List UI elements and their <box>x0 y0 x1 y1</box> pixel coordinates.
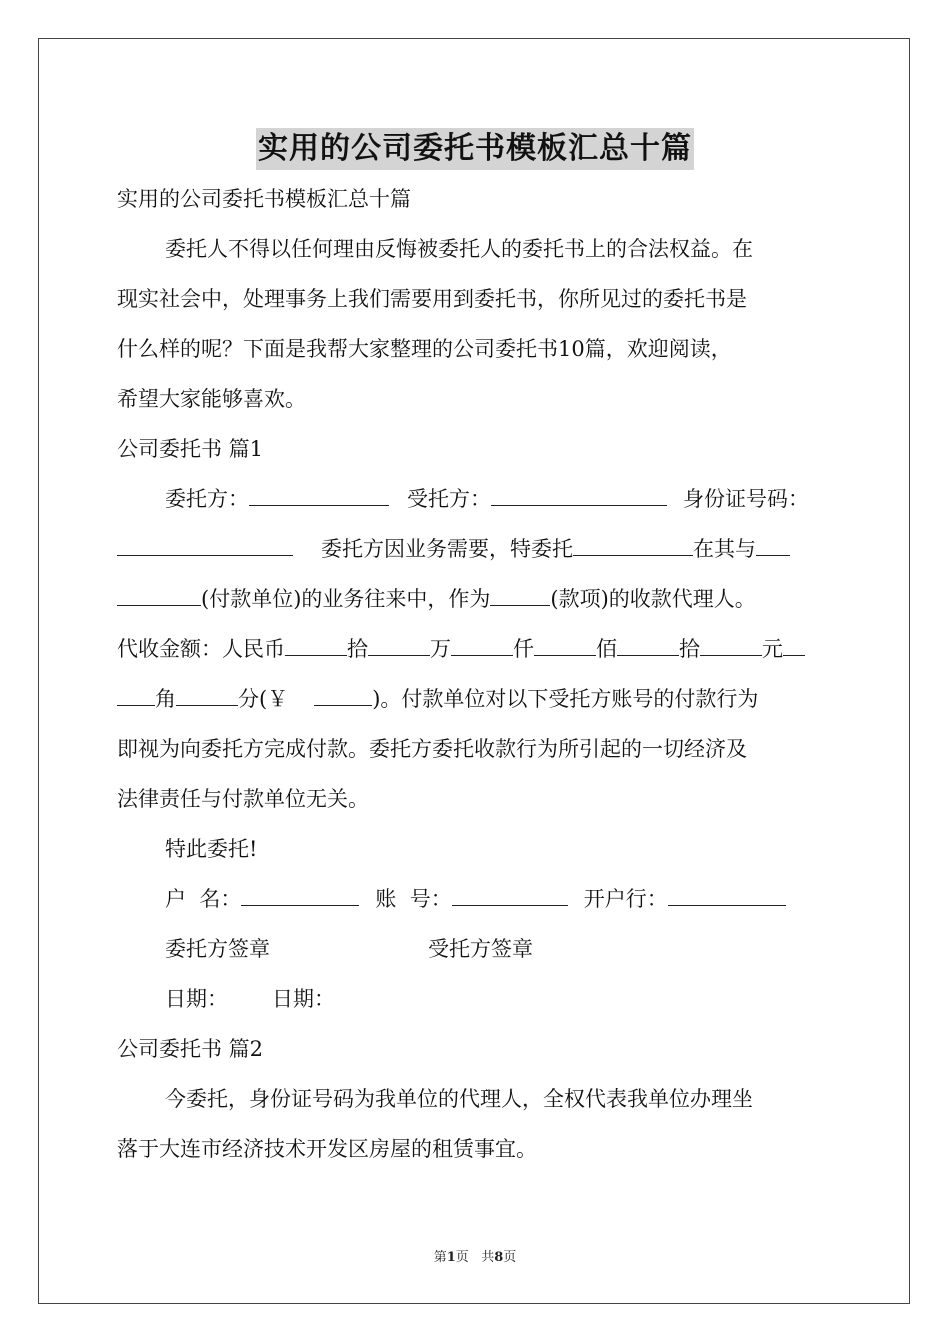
amount-label: 代收金额：人民币 <box>117 637 285 661</box>
fen-blank <box>176 679 238 706</box>
payment-text: )。付款单位对以下受托方账号的付款行为 <box>372 687 759 711</box>
jiao-blank <box>117 679 155 706</box>
document-body <box>117 174 837 1174</box>
bank-blank <box>668 879 786 906</box>
footer-prefix: 第 <box>433 1250 447 1265</box>
payer-blank-end <box>117 579 201 606</box>
account-name-blank <box>241 879 359 906</box>
with-text: 在其与 <box>693 537 756 561</box>
unit-shi: 拾 <box>347 637 368 661</box>
payer-text: (付款单位)的业务往来中，作为 <box>201 587 491 611</box>
account-name-label: 户 名： <box>165 887 242 911</box>
payer-line <box>117 574 837 624</box>
document-title: 实用的公司委托书模板汇总十篇 <box>256 128 694 170</box>
footer-suffix: 页 <box>503 1250 517 1265</box>
unit-yuan: 元 <box>762 637 783 661</box>
page-total: 8 <box>494 1250 504 1265</box>
section-2-line-2: 落于大连市经济技术开发区房屋的租赁事宜。 <box>117 1137 537 1161</box>
agent-date-label: 日期： <box>272 987 335 1011</box>
id-label: 身份证号码： <box>683 487 809 511</box>
client-blank <box>249 479 389 506</box>
entrust-blank <box>573 529 693 556</box>
page-footer <box>0 1246 950 1265</box>
section-2-heading: 公司委托书 篇2 <box>117 1037 264 1061</box>
account-line <box>117 874 837 924</box>
parties-line <box>117 474 837 524</box>
unit-fen: 分(￥ <box>238 687 289 711</box>
title-container <box>0 128 950 170</box>
entrust-line <box>117 524 837 574</box>
unit-qian: 仟 <box>513 637 534 661</box>
payer-blank-start <box>756 529 790 556</box>
client-signature-label: 委托方签章 <box>165 937 270 961</box>
signature-line <box>117 924 837 974</box>
item-text: (款项)的收款代理人。 <box>550 587 756 611</box>
subtitle: 实用的公司委托书模板汇总十篇 <box>117 187 411 211</box>
unit-wan: 万 <box>430 637 451 661</box>
agent-label: 受托方： <box>407 487 491 511</box>
account-no-label: 账 号： <box>375 887 452 911</box>
account-no-blank <box>452 879 568 906</box>
client-label: 委托方： <box>165 487 249 511</box>
date-line <box>117 974 837 1024</box>
jiao-line <box>117 674 837 724</box>
amount-line <box>117 624 837 674</box>
client-date-label: 日期： <box>165 987 228 1011</box>
amount-blank-6 <box>700 629 762 656</box>
page-number: 1 <box>446 1250 456 1265</box>
yen-blank <box>314 679 372 706</box>
agent-blank <box>491 479 667 506</box>
amount-blank-1 <box>285 629 347 656</box>
amount-blank-4 <box>534 629 596 656</box>
intro-line-1: 委托人不得以任何理由反悔被委托人的委托书上的合法权益。在 <box>165 237 753 261</box>
section-2-line-1: 今委托，身份证号码为我单位的代理人，全权代表我单位办理坐 <box>165 1087 753 1111</box>
item-blank <box>490 579 550 606</box>
liability-line-1: 即视为向委托方完成付款。委托方委托收款行为所引起的一切经济及 <box>117 737 747 761</box>
amount-blank-7 <box>783 629 805 656</box>
unit-shi-2: 拾 <box>679 637 700 661</box>
amount-blank-3 <box>451 629 513 656</box>
section-1-heading: 公司委托书 篇1 <box>117 437 264 461</box>
id-blank <box>117 529 293 556</box>
unit-bai: 佰 <box>596 637 617 661</box>
amount-blank-2 <box>368 629 430 656</box>
entrust-text: 委托方因业务需要，特委托 <box>321 537 573 561</box>
unit-jiao: 角 <box>155 687 176 711</box>
intro-line-4: 希望大家能够喜欢。 <box>117 387 306 411</box>
intro-line-3: 什么样的呢？下面是我帮大家整理的公司委托书10篇，欢迎阅读， <box>117 337 732 361</box>
intro-line-2: 现实社会中，处理事务上我们需要用到委托书，你所见过的委托书是 <box>117 287 747 311</box>
bank-label: 开户行： <box>583 887 668 911</box>
special-entrust: 特此委托! <box>165 837 258 861</box>
footer-middle: 页 共 <box>455 1250 495 1265</box>
amount-blank-5 <box>617 629 679 656</box>
agent-signature-label: 受托方签章 <box>428 937 533 961</box>
liability-line-2: 法律责任与付款单位无关。 <box>117 787 369 811</box>
